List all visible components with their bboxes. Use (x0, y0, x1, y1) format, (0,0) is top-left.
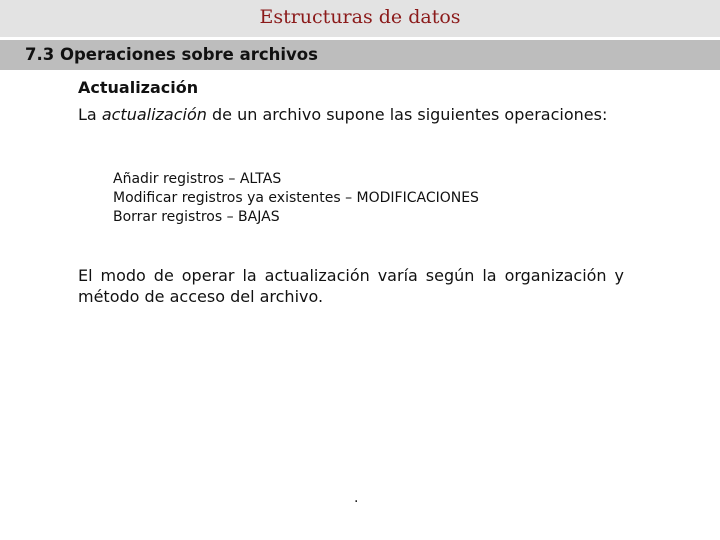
operation-item: Modificar registros ya existentes – MODIFICACIONES (113, 190, 479, 206)
intro-emphasis: actualización (101, 105, 207, 124)
intro-prefix: La (78, 105, 102, 124)
intro-suffix: de un archivo supone las siguientes operaciones: (206, 105, 608, 124)
section-title: 7.3 Operaciones sobre archivos (25, 45, 318, 64)
footer-mark: . (354, 490, 359, 506)
slide-header (0, 0, 720, 37)
subheading: Actualización (78, 78, 199, 97)
section-bar (0, 40, 720, 70)
operations-list (113, 170, 479, 227)
closing-paragraph: El modo de operar la actualización varía según la organización y método de acceso del archivo. (78, 266, 624, 306)
slide-title: Estructuras de datos (259, 6, 461, 28)
operation-item: Añadir registros – ALTAS (113, 171, 282, 187)
operation-item: Borrar registros – BAJAS (113, 209, 280, 225)
intro-paragraph (78, 104, 624, 125)
